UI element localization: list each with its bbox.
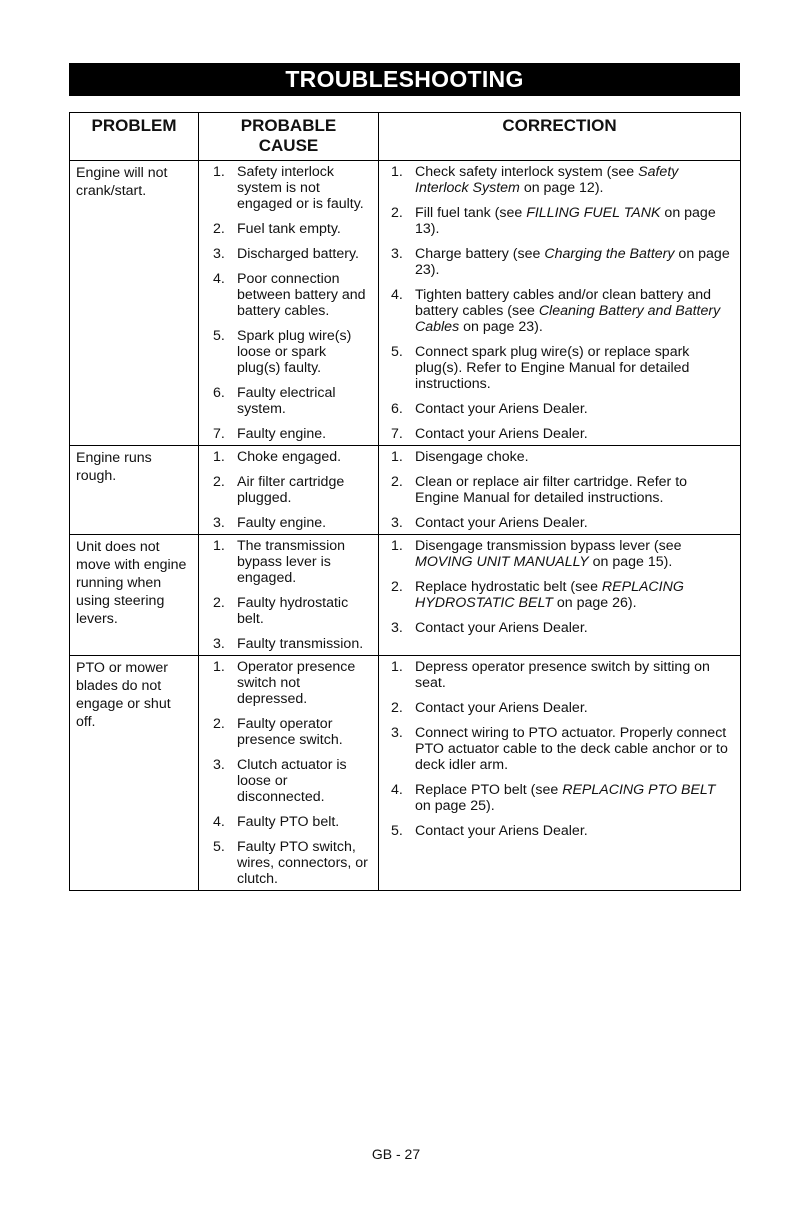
cause-text: The transmission bypass lever is engaged. [237, 538, 346, 586]
correction-reference: Charging the Battery [544, 246, 675, 262]
item-number: 1. [391, 449, 403, 465]
item-number: 4. [213, 271, 225, 287]
cause-text: Faulty engine. [237, 426, 327, 442]
cause-cell [199, 656, 379, 891]
cause-text: Faulty engine. [237, 515, 327, 531]
item-number: 5. [213, 328, 225, 344]
correction-cell [379, 535, 741, 656]
cause-item [205, 839, 373, 887]
cause-cell [199, 446, 379, 535]
cause-text: Faulty PTO belt. [237, 814, 340, 830]
correction-item [385, 401, 735, 417]
cause-item [205, 716, 373, 748]
correction-text [415, 474, 735, 506]
cause-text: Spark plug wire(s) loose or spark plug(s) faulty. [237, 328, 352, 376]
correction-item [385, 620, 735, 636]
cause-item [205, 449, 373, 465]
cause-cell [199, 161, 379, 446]
cause-text: Choke engaged. [237, 449, 342, 465]
correction-text-post: on page 25). [415, 798, 495, 814]
item-number: 2. [391, 474, 403, 490]
header-correction [379, 113, 741, 161]
header-probable-cause [199, 113, 379, 161]
correction-text-post: on page 15). [588, 554, 673, 570]
problem-cell: Engine runs rough. [70, 446, 199, 535]
correction-item [385, 474, 735, 506]
correction-reference: Safety Interlock System [415, 164, 679, 196]
item-number: 2. [213, 716, 225, 732]
correction-text [415, 700, 735, 716]
item-number: 3. [391, 620, 403, 636]
correction-text-pre: Replace PTO belt (see [415, 782, 563, 798]
correction-item [385, 579, 735, 611]
correction-text-pre: Contact your Ariens Dealer. [415, 401, 588, 417]
page-number: GB - 27 [371, 1146, 421, 1162]
correction-text [415, 782, 735, 814]
header-cause-line2: CAUSE [258, 136, 319, 155]
item-number: 1. [213, 449, 225, 465]
table-row [70, 535, 741, 656]
item-number: 2. [391, 579, 403, 595]
item-number: 3. [391, 725, 403, 741]
problem-cell: PTO or mower blades do not engage or shut off. [70, 656, 199, 891]
item-number: 3. [213, 515, 225, 531]
cause-text: Faulty operator presence switch. [237, 716, 343, 748]
item-number: 2. [213, 474, 225, 490]
correction-text-pre: Clean or replace air filter cartridge. Refer to Engine Manual for detailed instructions. [415, 474, 688, 506]
item-number: 1. [391, 538, 403, 554]
cause-text: Safety interlock system is not engaged or is faulty. [237, 164, 364, 212]
correction-text-post: on page 13). [415, 205, 716, 237]
correction-text-pre: Connect wiring to PTO actuator. Properly connect PTO actuator cable to the deck cable anchor or to deck idler arm. [415, 725, 728, 773]
cause-item [205, 636, 373, 652]
correction-text-pre: Connect spark plug wire(s) or replace spark plug(s). Refer to Engine Manual for detailed instructions. [415, 344, 690, 392]
correction-text [415, 449, 735, 465]
cause-item [205, 814, 373, 830]
item-number: 6. [213, 385, 225, 401]
cause-item [205, 595, 373, 627]
item-number: 1. [213, 538, 225, 554]
correction-text [415, 287, 735, 335]
correction-text-pre: Depress operator presence switch by sitting on seat. [415, 659, 710, 691]
item-number: 3. [391, 246, 403, 262]
cause-item [205, 385, 373, 417]
correction-item [385, 287, 735, 335]
correction-reference: FILLING FUEL TANK [526, 205, 661, 221]
cause-text: Clutch actuator is loose or disconnected. [237, 757, 347, 805]
correction-reference: REPLACING PTO BELT [562, 782, 716, 798]
correction-item [385, 344, 735, 392]
correction-item [385, 659, 735, 691]
item-number: 3. [213, 246, 225, 262]
cause-text: Faulty hydrostatic belt. [237, 595, 349, 627]
cause-text: Fuel tank empty. [237, 221, 341, 237]
correction-text [415, 659, 735, 691]
table-row [70, 161, 741, 446]
cause-text: Air filter cartridge plugged. [237, 474, 345, 506]
problem-cell: Unit does not move with engine running when using steering levers. [70, 535, 199, 656]
item-number: 5. [213, 839, 225, 855]
correction-text-post: on page 26). [552, 595, 637, 611]
item-number: 2. [213, 221, 225, 237]
cause-text: Faulty PTO switch, wires, connectors, or clutch. [237, 839, 368, 887]
correction-reference: Cleaning Battery and Battery Cables [415, 303, 721, 335]
correction-text [415, 205, 735, 237]
cause-text: Poor connection between battery and battery cables. [237, 271, 366, 319]
item-number: 1. [391, 659, 403, 675]
correction-item [385, 164, 735, 196]
correction-text-pre: Contact your Ariens Dealer. [415, 515, 588, 531]
cause-item [205, 515, 373, 531]
correction-text [415, 538, 735, 570]
item-number: 4. [391, 782, 403, 798]
page-title: TROUBLESHOOTING [69, 63, 740, 96]
correction-reference: MOVING UNIT MANUALLY [415, 554, 589, 570]
correction-item [385, 538, 735, 570]
cause-item [205, 538, 373, 586]
correction-reference: REPLACING HYDROSTATIC BELT [415, 579, 684, 611]
table-row [70, 656, 741, 891]
correction-item [385, 823, 735, 839]
item-number: 1. [391, 164, 403, 180]
item-number: 6. [391, 401, 403, 417]
correction-item [385, 246, 735, 278]
item-number: 3. [213, 636, 225, 652]
cause-text: Operator presence switch not depressed. [237, 659, 356, 707]
item-number: 2. [391, 205, 403, 221]
correction-text [415, 164, 735, 196]
item-number: 3. [213, 757, 225, 773]
correction-text-pre: Contact your Ariens Dealer. [415, 426, 588, 442]
header-problem [70, 113, 199, 161]
correction-text-post: on page 12). [519, 180, 604, 196]
cause-item [205, 246, 373, 262]
cause-text: Faulty electrical system. [237, 385, 336, 417]
cause-cell [199, 535, 379, 656]
item-number: 1. [213, 164, 225, 180]
correction-text [415, 426, 735, 442]
correction-item [385, 205, 735, 237]
cause-text: Discharged battery. [237, 246, 359, 262]
cause-item [205, 328, 373, 376]
correction-text-pre: Check safety interlock system (see [415, 164, 639, 180]
cause-item [205, 271, 373, 319]
item-number: 5. [391, 823, 403, 839]
cause-item [205, 474, 373, 506]
correction-text-pre: Disengage transmission bypass lever (see [415, 538, 682, 554]
correction-text-post: on page 23). [459, 319, 543, 335]
correction-item [385, 700, 735, 716]
correction-cell [379, 656, 741, 891]
header-correction-label: CORRECTION [502, 116, 617, 135]
item-number: 4. [391, 287, 403, 303]
cause-item [205, 757, 373, 805]
table-header-row [70, 113, 741, 161]
correction-text [415, 579, 735, 611]
correction-item [385, 426, 735, 442]
item-number: 5. [391, 344, 403, 360]
correction-item [385, 782, 735, 814]
correction-text [415, 620, 735, 636]
correction-cell [379, 446, 741, 535]
correction-text [415, 515, 735, 531]
problem-cell: Engine will not crank/start. [70, 161, 199, 446]
item-number: 4. [213, 814, 225, 830]
item-number: 1. [213, 659, 225, 675]
correction-text-pre: Replace hydrostatic belt (see [415, 579, 602, 595]
header-cause-line1: PROBABLE [240, 116, 337, 135]
correction-item [385, 725, 735, 773]
correction-text-pre: Contact your Ariens Dealer. [415, 700, 588, 716]
correction-text-pre: Fill fuel tank (see [415, 205, 527, 221]
correction-text [415, 401, 735, 417]
correction-text-pre: Disengage choke. [415, 449, 529, 465]
cause-text: Faulty transmission. [237, 636, 364, 652]
correction-text [415, 725, 735, 773]
cause-item [205, 164, 373, 212]
correction-text [415, 823, 735, 839]
cause-item [205, 426, 373, 442]
cause-item [205, 659, 373, 707]
correction-text-pre: Contact your Ariens Dealer. [415, 823, 588, 839]
correction-text [415, 344, 735, 392]
cause-item [205, 221, 373, 237]
table-row [70, 446, 741, 535]
header-problem-label: PROBLEM [91, 116, 177, 135]
item-number: 7. [391, 426, 403, 442]
correction-cell [379, 161, 741, 446]
correction-text-pre: Charge battery (see [415, 246, 545, 262]
correction-item [385, 449, 735, 465]
correction-text-post: on page 23). [415, 246, 730, 278]
correction-text-pre: Contact your Ariens Dealer. [415, 620, 588, 636]
item-number: 3. [391, 515, 403, 531]
correction-text [415, 246, 735, 278]
item-number: 2. [213, 595, 225, 611]
troubleshooting-table [69, 112, 741, 891]
item-number: 7. [213, 426, 225, 442]
item-number: 2. [391, 700, 403, 716]
correction-item [385, 515, 735, 531]
correction-text-pre: Tighten battery cables and/or clean battery and battery cables (see [415, 287, 712, 319]
